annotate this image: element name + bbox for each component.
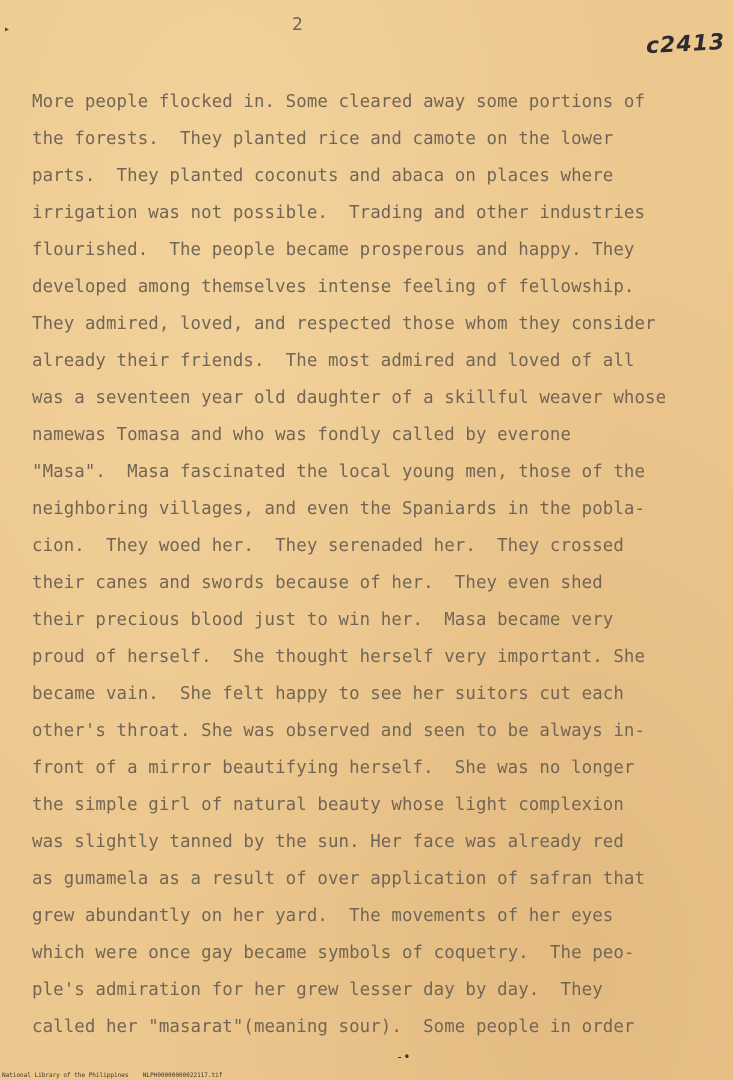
text-line: More people flocked in. Some cleared away some portions of bbox=[32, 92, 646, 112]
text-line: called her "masarat"(meaning sour). Some people in order bbox=[32, 1017, 635, 1037]
text-line: their precious blood just to win her. Masa became very bbox=[32, 610, 614, 630]
text-line: became vain. She felt happy to see her suitors cut each bbox=[32, 684, 624, 704]
text-line: as gumamela as a result of over application of safran that bbox=[32, 869, 646, 889]
text-line: grew abundantly on her yard. The movements of her eyes bbox=[32, 906, 614, 926]
text-line: parts. They planted coconuts and abaca on places where bbox=[32, 166, 614, 186]
text-line: other's throat. She was observed and seen to be always in- bbox=[32, 721, 646, 741]
text-line: ple's admiration for her grew lesser day by day. They bbox=[32, 980, 603, 1000]
text-line: front of a mirror beautifying herself. She was no longer bbox=[32, 758, 635, 778]
text-line: namewas Tomasa and who was fondly called by everone bbox=[32, 425, 572, 445]
page-number: 2 bbox=[292, 14, 303, 35]
text-line: developed among themselves intense feeling of fellowship. bbox=[32, 277, 635, 297]
text-line: cion. They woed her. They serenaded her. They crossed bbox=[32, 536, 624, 556]
text-line: "Masa". Masa fascinated the local young men, those of the bbox=[32, 462, 646, 482]
text-line: the simple girl of natural beauty whose light complexion bbox=[32, 795, 624, 815]
archive-footer: National Library of the Philippines NLPH00000000022117.tif bbox=[2, 1072, 223, 1079]
archive-code-handwritten: c2413 bbox=[645, 29, 726, 60]
text-line: irrigation was not possible. Trading and other industries bbox=[32, 203, 646, 223]
text-line: was slightly tanned by the sun. Her face was already red bbox=[32, 832, 624, 852]
text-line: They admired, loved, and respected those whom they consider bbox=[32, 314, 656, 334]
text-line: was a seventeen year old daughter of a skillful weaver whose bbox=[32, 388, 667, 408]
text-line: flourished. The people became prosperous and happy. They bbox=[32, 240, 635, 260]
text-line: proud of herself. She thought herself very important. She bbox=[32, 647, 646, 667]
typewritten-body bbox=[32, 88, 712, 1050]
stray-ink-mark: -• bbox=[396, 1050, 411, 1064]
text-line: already their friends. The most admired and loved of all bbox=[32, 351, 635, 371]
corner-mark: ▸ bbox=[4, 24, 11, 35]
text-line: which were once gay became symbols of coquetry. The peo- bbox=[32, 943, 635, 963]
text-line: the forests. They planted rice and camote on the lower bbox=[32, 129, 614, 149]
text-line: their canes and swords because of her. They even shed bbox=[32, 573, 603, 593]
text-line: neighboring villages, and even the Spaniards in the pobla- bbox=[32, 499, 646, 519]
